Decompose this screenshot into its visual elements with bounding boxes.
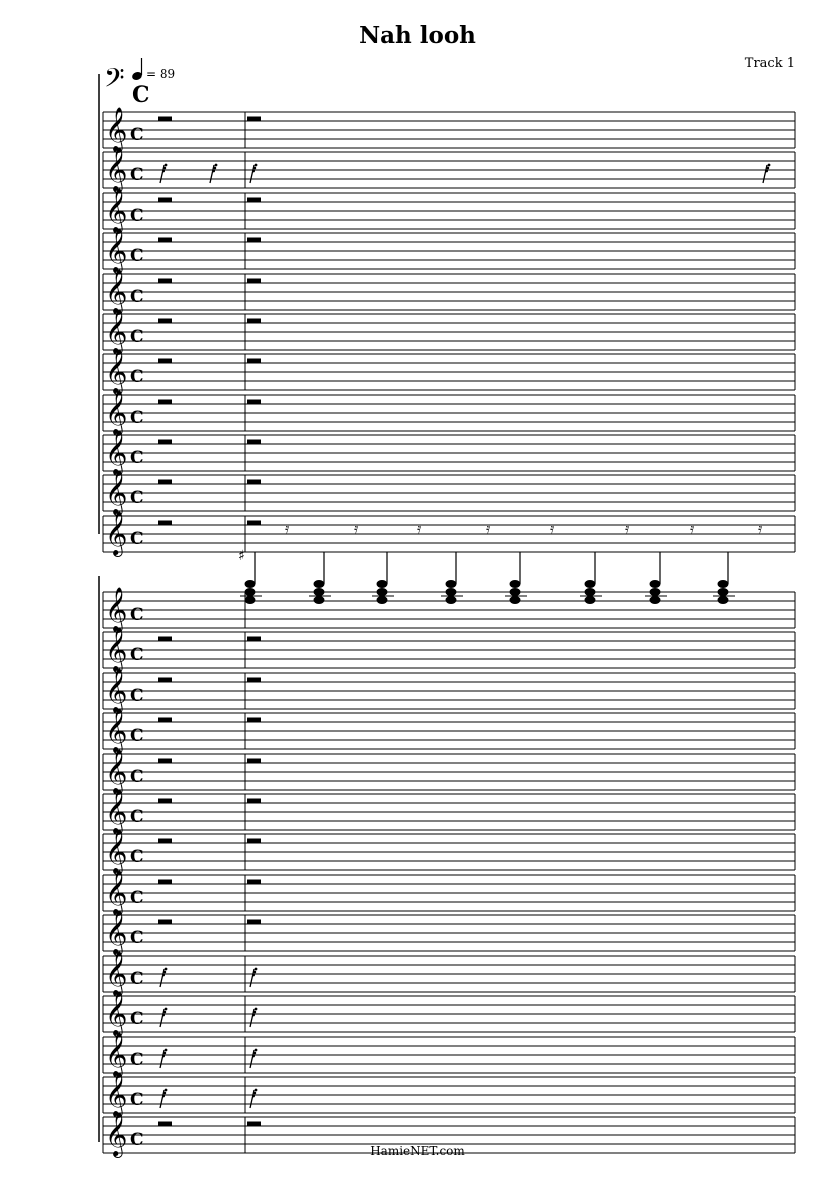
whole-rest [247, 117, 261, 121]
staff [103, 910, 795, 956]
treble-clef-icon: 𝄞 [105, 870, 128, 914]
track-label: Track 1 [744, 56, 795, 71]
time-signature-c: C [130, 645, 144, 665]
small-rest [160, 1089, 167, 1108]
whole-rest [158, 880, 172, 884]
time-signature-c: C [130, 888, 144, 908]
time-signature-c: C [130, 686, 144, 706]
treble-clef-icon: 𝄞 [105, 627, 128, 671]
treble-clef-icon: 𝄞 [105, 147, 128, 191]
tempo-value: = 89 [146, 67, 176, 81]
whole-rest [158, 480, 172, 484]
small-rest [210, 164, 217, 183]
sixteenth-rest: 𝄿 [417, 521, 422, 537]
whole-rest [158, 319, 172, 323]
time-signature-c: C [130, 767, 144, 787]
sixteenth-rest: 𝄿 [690, 521, 695, 537]
treble-clef-icon: 𝄞 [105, 309, 128, 353]
time-signature-c: C [130, 408, 144, 428]
treble-clef-icon: 𝄞 [105, 107, 128, 151]
treble-clef-icon: 𝄞 [105, 829, 128, 873]
sixteenth-rest: 𝄿 [354, 521, 359, 537]
whole-rest [247, 319, 261, 323]
treble-clef-icon: 𝄞 [105, 910, 128, 954]
whole-rest [158, 400, 172, 404]
staff [103, 708, 795, 754]
whole-rest [158, 839, 172, 843]
staff [103, 870, 795, 916]
whole-rest [158, 521, 172, 525]
time-signature-c: C [130, 1130, 144, 1150]
whole-rest [247, 400, 261, 404]
treble-clef-icon: 𝄞 [105, 1112, 128, 1156]
treble-clef-icon: 𝄞 [105, 430, 128, 474]
staff [103, 147, 795, 193]
staff [103, 390, 795, 436]
whole-rest [158, 359, 172, 363]
bass-clef-icon: 𝄢 [104, 62, 125, 100]
whole-rest [158, 238, 172, 242]
whole-rest [158, 637, 172, 641]
staff [103, 430, 795, 476]
whole-rest [247, 637, 261, 641]
time-signature-c: C [130, 1009, 144, 1029]
whole-rest [158, 718, 172, 722]
staff [103, 749, 795, 795]
staff [103, 1032, 795, 1078]
time-signature-c: C [130, 287, 144, 307]
whole-rest [158, 279, 172, 283]
staff [103, 991, 795, 1037]
staff [103, 1072, 795, 1118]
whole-rest [247, 718, 261, 722]
time-signature-c: C [130, 125, 144, 145]
staff [103, 829, 795, 875]
whole-rest [158, 440, 172, 444]
staff [103, 951, 795, 997]
score-title: Nah looh [359, 22, 476, 49]
treble-clef-icon: 𝄞 [105, 349, 128, 393]
small-rest [160, 164, 167, 183]
bass-clef-staff [104, 58, 175, 108]
whole-rest [247, 920, 261, 924]
time-signature-c: C [130, 1090, 144, 1110]
whole-rest [158, 198, 172, 202]
sixteenth-rest: 𝄿 [285, 521, 290, 537]
sixteenth-rest: 𝄿 [758, 521, 763, 537]
small-rest [250, 1008, 257, 1027]
time-signature-c: C [130, 327, 144, 347]
footer-credit: HamieNET.com [370, 1144, 465, 1158]
whole-rest [158, 117, 172, 121]
staff [103, 789, 795, 835]
whole-rest [247, 1122, 261, 1126]
treble-clef-icon: 𝄞 [105, 1072, 128, 1116]
staff [103, 309, 795, 355]
staff [103, 627, 795, 673]
tempo-marking [131, 58, 175, 81]
whole-rest [247, 759, 261, 763]
whole-rest [247, 839, 261, 843]
time-signature-c: C [130, 206, 144, 226]
time-signature-c: C [130, 488, 144, 508]
treble-clef-icon: 𝄞 [105, 789, 128, 833]
time-signature-c: C [130, 448, 144, 468]
staff [103, 470, 795, 516]
whole-rest [158, 678, 172, 682]
small-rest [160, 1008, 167, 1027]
time-signature-c: C [130, 807, 144, 827]
treble-clef-icon: 𝄞 [105, 1032, 128, 1076]
treble-clef-icon: 𝄞 [105, 749, 128, 793]
time-signature-c: C [130, 969, 144, 989]
treble-clef-icon: 𝄞 [105, 708, 128, 752]
staff [103, 107, 795, 153]
whole-rest [247, 359, 261, 363]
whole-rest [247, 440, 261, 444]
treble-clef-icon: 𝄞 [105, 228, 128, 272]
whole-rest [247, 521, 261, 525]
time-signature-c: C [130, 928, 144, 948]
sixteenth-rest: 𝄿 [625, 521, 630, 537]
small-rest [250, 1049, 257, 1068]
time-signature-c: C [130, 367, 144, 387]
whole-rest [158, 920, 172, 924]
whole-rest [247, 198, 261, 202]
staff [103, 228, 795, 274]
whole-rest [158, 759, 172, 763]
whole-rest [247, 880, 261, 884]
whole-rest [158, 1122, 172, 1126]
treble-clef-icon: 𝄞 [105, 470, 128, 514]
treble-clef-icon: 𝄞 [105, 991, 128, 1035]
time-signature-c: C [132, 82, 150, 108]
small-rest [160, 968, 167, 987]
time-signature-c: C [130, 529, 144, 549]
treble-clef-icon: 𝄞 [105, 951, 128, 995]
small-rest [160, 1049, 167, 1068]
time-signature-c: C [130, 605, 144, 625]
time-signature-c: C [130, 847, 144, 867]
staff [103, 349, 795, 395]
staff [103, 188, 795, 234]
whole-rest [158, 799, 172, 803]
small-rest [763, 164, 770, 183]
treble-clef-icon: 𝄞 [105, 269, 128, 313]
treble-clef-icon: 𝄞 [105, 390, 128, 434]
treble-clef-icon: 𝄞 [105, 668, 128, 712]
staff [103, 269, 795, 315]
treble-clef-icon: 𝄞 [105, 188, 128, 232]
whole-rest [247, 279, 261, 283]
staff [103, 668, 795, 714]
small-rest [250, 164, 257, 183]
sharp-icon: ♯ [238, 548, 245, 564]
whole-rest [247, 799, 261, 803]
sixteenth-rest: 𝄿 [486, 521, 491, 537]
treble-clef-icon: 𝄞 [105, 511, 128, 555]
whole-rest [247, 238, 261, 242]
small-rest [250, 968, 257, 987]
sixteenth-rest: 𝄿 [550, 521, 555, 537]
treble-clef-icon: 𝄞 [105, 587, 128, 631]
staves-container [99, 74, 795, 1158]
whole-rest [247, 678, 261, 682]
whole-rest [247, 480, 261, 484]
time-signature-c: C [130, 726, 144, 746]
time-signature-c: C [130, 165, 144, 185]
time-signature-c: C [130, 246, 144, 266]
time-signature-c: C [130, 1050, 144, 1070]
small-rest [250, 1089, 257, 1108]
